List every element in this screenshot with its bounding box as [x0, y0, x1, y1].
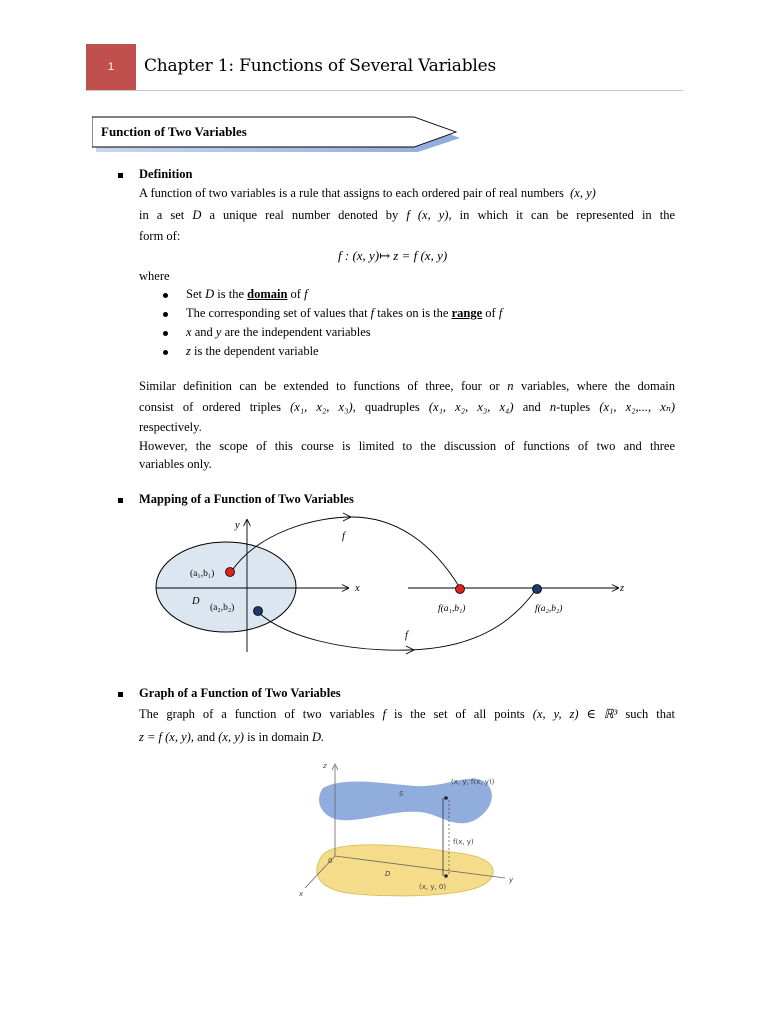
page-number: 1 — [107, 61, 115, 73]
var: n — [507, 379, 514, 393]
text: is the dependent variable — [190, 344, 319, 358]
bullet-dot — [163, 293, 168, 298]
bullet-domain — [186, 285, 308, 304]
var: D — [205, 287, 215, 301]
point-a1-b1 — [226, 568, 235, 577]
text: -tuples — [556, 400, 591, 414]
pair: (x, y) — [218, 730, 244, 744]
text: consist of ordered triples — [139, 400, 281, 414]
domain-region — [317, 845, 493, 896]
definition-heading: Definition — [139, 167, 193, 181]
y-axis-label: y — [235, 520, 240, 531]
text: and — [522, 400, 541, 414]
image-point-1 — [456, 585, 465, 594]
f-label-top: f — [342, 531, 345, 542]
var: f — [304, 287, 308, 301]
n-tuple: (x₁, x₂,..., xₙ) — [599, 400, 676, 414]
y-label: y — [509, 876, 514, 884]
var: z — [186, 344, 191, 358]
point-set: (x, y, z) ∈ ℝ³ — [532, 707, 618, 721]
top-point-label: (x, y, f(x, y)) — [451, 778, 495, 786]
text: variables, where the domain — [520, 379, 676, 393]
text: , quadruples — [352, 400, 420, 414]
bullet-dependent — [186, 342, 319, 361]
chapter-title: Chapter 1: Functions of Several Variables — [144, 56, 496, 76]
paragraph-line-1 — [139, 377, 675, 396]
bullet-dot — [163, 350, 168, 355]
paragraph-line-3: respectively. — [139, 420, 202, 434]
definition-text: in a set — [139, 208, 185, 222]
point-a2-b2 — [254, 607, 263, 616]
var: x — [186, 325, 192, 339]
definition-line-1 — [139, 184, 675, 203]
mapping-arrow-bottom — [258, 588, 537, 650]
ordered-pair: (x, y) — [570, 186, 596, 200]
function-notation: f (x, y) — [406, 208, 449, 222]
definition-text: A function of two variables is a rule that assigns to each ordered pair of real numbers — [139, 186, 564, 200]
graph-line-1 — [139, 705, 675, 724]
text: is in domain — [247, 730, 309, 744]
text: takes on is the — [374, 306, 452, 320]
var: n — [549, 400, 557, 414]
bottom-point — [444, 874, 448, 878]
s-label: S — [399, 790, 404, 798]
header-rule — [86, 90, 683, 91]
definition-line-3: form of: — [139, 229, 181, 243]
image-2-label: f(a₂,b₂) — [535, 604, 563, 614]
text: The corresponding set of values that — [186, 306, 371, 320]
var: D. — [312, 730, 325, 744]
text: is the set of all points — [394, 707, 525, 721]
bullet-range — [186, 304, 502, 323]
bullet-dot — [163, 331, 168, 336]
text: Similar definition can be extended to functions of three, four or — [139, 379, 500, 393]
paragraph-line-4: However, the scope of this course is limited to the discussion of functions of two and three — [139, 439, 675, 453]
bullet-square — [118, 173, 123, 178]
height-label: f(x, y) — [453, 838, 474, 846]
point-1-label: (a₁,b₁) — [190, 569, 215, 579]
mapping-formula: f : (x, y)↦ z = f (x, y) — [338, 248, 448, 263]
equation: z = f (x, y) — [139, 730, 191, 744]
mapping-heading: Mapping of a Function of Two Variables — [139, 492, 354, 506]
var: f — [370, 306, 375, 320]
domain-ellipse — [156, 542, 296, 632]
section-banner-label: Function of Two Variables — [101, 124, 247, 139]
text: and — [191, 325, 216, 339]
bullet-independent — [186, 323, 371, 342]
definition-text: , in which it can be represented in the — [448, 208, 676, 222]
origin-label: 0 — [328, 857, 333, 865]
set-d: D — [192, 208, 202, 222]
definition-text: a unique real number denoted by — [209, 208, 399, 222]
mapping-diagram — [140, 512, 640, 662]
text: of — [287, 287, 305, 301]
bullet-square — [118, 498, 123, 503]
z-axis-label: z — [620, 583, 625, 594]
bullet-square — [118, 692, 123, 697]
var: f — [382, 707, 387, 721]
text: of — [482, 306, 499, 320]
x-label: x — [299, 890, 304, 898]
graph-line-2 — [139, 728, 324, 747]
text: is the — [214, 287, 248, 301]
text: , and — [190, 730, 216, 744]
f-label-bottom: f — [405, 630, 408, 641]
top-point — [444, 796, 448, 800]
domain-label: D — [192, 596, 200, 607]
surface-graph-figure — [295, 758, 525, 906]
quadruple: (x₁, x₂, x₃, x₄) — [428, 400, 514, 414]
image-point-2 — [533, 585, 542, 594]
text: such that — [625, 707, 675, 721]
image-1-label: f(a₁,b₁) — [438, 604, 466, 614]
var: y — [215, 325, 222, 339]
triple: (x₁, x₂, x₃) — [290, 400, 353, 414]
text: Set — [186, 287, 206, 301]
keyword-domain: domain — [247, 287, 288, 301]
var: f — [498, 306, 503, 320]
point-2-label: (a₂,b₂) — [210, 603, 235, 613]
z-label: z — [323, 762, 327, 770]
paragraph-line-2 — [139, 398, 675, 417]
x-axis-label: x — [355, 583, 360, 594]
d-label: D — [385, 870, 391, 878]
paragraph-line-5: variables only. — [139, 457, 212, 471]
definition-line-2 — [139, 206, 675, 225]
keyword-range: range — [451, 306, 483, 320]
page-number-badge — [86, 44, 136, 90]
graph-heading: Graph of a Function of Two Variables — [139, 686, 341, 700]
text: are the independent variables — [221, 325, 371, 339]
bullet-dot — [163, 312, 168, 317]
where-label: where — [139, 269, 170, 283]
text: The graph of a function of two variables — [139, 707, 375, 721]
bottom-point-label: (x, y, 0) — [419, 883, 447, 891]
